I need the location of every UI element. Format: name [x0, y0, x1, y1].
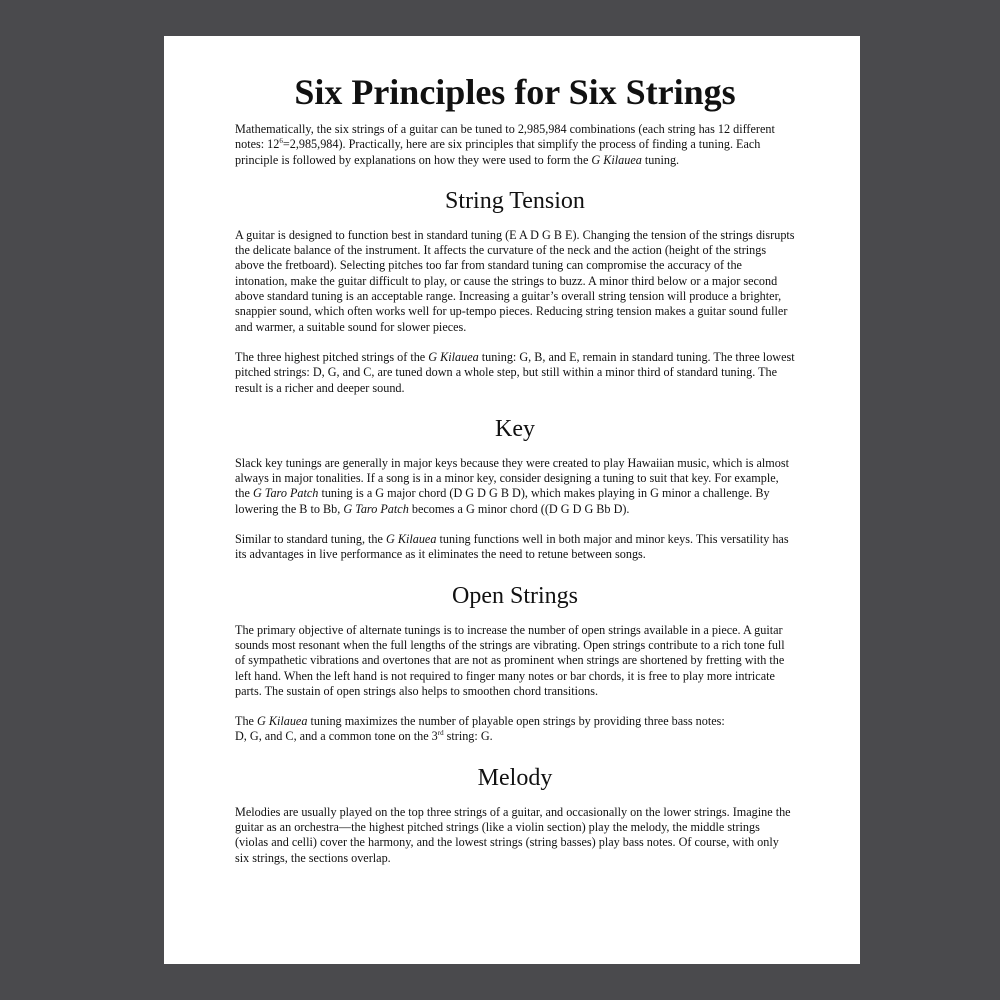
intro-tuning-name: G Kilauea: [591, 152, 642, 167]
section-heading-melody: Melody: [477, 764, 553, 791]
intro-exponent: 6: [279, 137, 283, 146]
key-paragraph-2: [235, 532, 795, 563]
text-run: tuning maximizes the number of playable open strings by providing three bass notes:: [307, 714, 725, 729]
string-tension-paragraph-2: [235, 350, 795, 396]
document-content: [235, 72, 795, 866]
melody-paragraph-1: Melodies are usually played on the top three strings of a guitar, and occasionally on the lower strings. Imagine the guitar as an orchestra—the highest pitched strings (like a violin section) play the melody, the middle strings (violas and celli) cover the harmony, and the lowest strings (string basses) play bass notes. Of course, with only six strings, the sections overlap.: [235, 804, 791, 865]
intro-text-3: tuning.: [641, 152, 680, 167]
text-run: The: [235, 714, 257, 729]
section-heading-key: Key: [495, 415, 535, 442]
text-run: Slack key tunings are generally in major keys because they were created to play Hawaiian music, which is almost always in major tonalities. If a song is in a minor key, consider designing a tuning to suit that key. For example, the: [235, 455, 790, 501]
section-heading-open-strings: Open Strings: [452, 582, 578, 609]
text-run: tuning functions well in both major and minor keys. This versatility has its advantages in live performance as it eliminates the need to retune between songs.: [235, 532, 789, 562]
document-page: [164, 36, 860, 964]
string-tension-paragraph-1: A guitar is designed to function best in standard tuning (E A D G B E). Changing the tension of the strings disrupts the delicate balance of the instrument. It affects the curvature of the neck and the action (height of the strings above the fretboard). Selecting pitches too far from standard tuning can compromise the accuracy of the intonation, make the guitar difficult to play, or cause the strings to buzz. A minor third below or a major second above standard tuning is an acceptable range. Increasing a guitar’s overall string tension will produce a brighter, snappier sound, which often works well for up-tempo pieces. Reducing string tension makes a guitar sound fuller and warmer, a suitable sound for slower pieces.: [235, 227, 795, 334]
text-run: Similar to standard tuning, the: [235, 532, 386, 547]
tuning-name: G Kilauea: [257, 714, 308, 729]
intro-paragraph: [235, 122, 795, 168]
page-title: Six Principles for Six Strings: [294, 72, 736, 112]
open-strings-paragraph-2: [235, 714, 795, 745]
tuning-name: G Kilauea: [385, 532, 437, 547]
intro-text-1: Mathematically, the six strings of a guitar can be tuned to 2,985,984 combinations (each string has 12 different notes: 12: [235, 122, 775, 152]
text-run: tuning: G, B, and E, remain in standard tuning. The three lowest pitched strings: D, G, and C, are tuned down a whole step, but still within a minor third of standard tuning. The result is a richer and deeper sound.: [235, 349, 795, 395]
tuning-name: G Taro Patch: [343, 501, 409, 516]
open-strings-paragraph-1: The primary objective of alternate tunings is to increase the number of open strings available in a piece. A guitar sounds most resonant when the full lengths of the strings are vibrating. Open strings contribute to a rich tone full of sympathetic vibrations and overtones that are not as prominent when strings are shortened by fretting with the left hand. When the left hand is not required to finger many notes or bar chords, it is free to play more intricate parts. The sustain of open strings also helps to smoothen chord transitions.: [235, 622, 785, 698]
key-paragraph-1: [235, 456, 795, 517]
text-run: becomes a G minor chord ((D G D G Bb D).: [408, 501, 630, 516]
tuning-name: G Taro Patch: [252, 486, 319, 501]
text-run: The three highest pitched strings of the: [235, 349, 429, 364]
section-heading-string-tension: String Tension: [445, 187, 585, 214]
intro-text-2: =2,985,984). Practically, here are six principles that simplify the process of finding a tuning. Each principle is followed by explanations on how they were used to form the: [235, 137, 761, 167]
ordinal-suffix: rd: [437, 729, 444, 738]
tuning-name: G Kilauea: [428, 349, 479, 364]
text-run: string: G.: [443, 729, 493, 744]
text-run: tuning is a G major chord (D G D G B D), which makes playing in G minor a challenge. By lowering the B to Bb,: [235, 486, 770, 516]
text-run: D, G, and C, and a common tone on the 3: [235, 729, 438, 744]
